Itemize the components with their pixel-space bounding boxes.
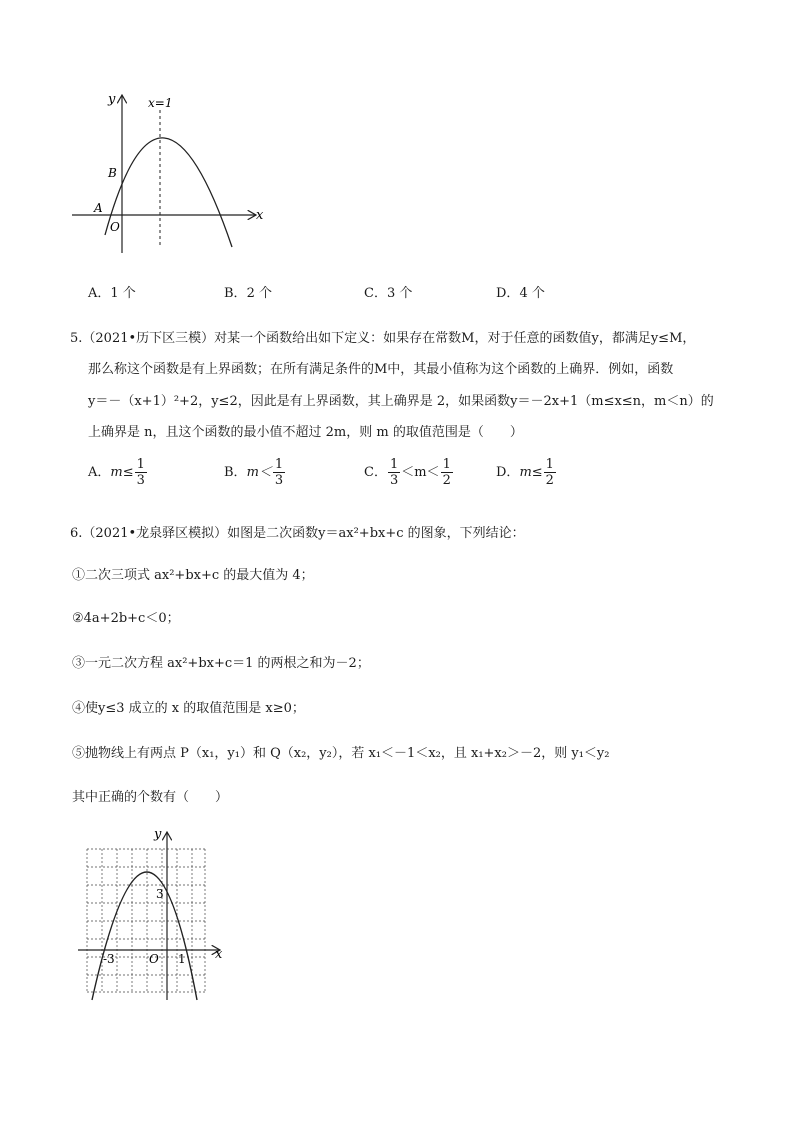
parabola-graph-2 <box>70 822 230 1007</box>
q5-option-b[interactable]: B．m＜ $\frac{1}{3}$ <box>224 457 284 488</box>
tick-label-3: 3 <box>156 887 164 901</box>
q6-item-2: ②4a+2b+c＜0； <box>72 611 180 626</box>
q5-text-1: 对某一个函数给出如下定义：如果存在常数M，对于任意的函数值y，都满足y≤M， <box>214 331 696 346</box>
q5-line-2: 那么称这个函数是有上界函数；在所有满足条件的M中，其最小值称为这个函数的上确界．例如，函数 <box>88 362 674 377</box>
x-axis-label: x <box>215 947 223 962</box>
origin-label: O <box>110 220 120 234</box>
q4-option-b[interactable]: B．2 个 <box>224 286 272 301</box>
q6-intro: 如图是二次函数y＝ax²+bx+c 的图象，下列结论： <box>227 526 525 541</box>
q5-source: （2021•历下区三模） <box>82 331 215 346</box>
q5-line-3: y＝－（x+1）²+2，y≤2，因此是有上界函数，其上确界是 2，如果函数y＝－2x+1（m≤x≤n，m＜n）的 <box>88 394 714 409</box>
parabola-graph-1 <box>60 85 280 260</box>
q6-item-3: ③一元二次方程 ax²+bx+c＝1 的两根之和为－2； <box>72 656 370 671</box>
x-axis-label: x <box>256 208 264 223</box>
q4-option-d[interactable]: D．4 个 <box>496 286 545 301</box>
q4-option-a[interactable]: A．1 个 <box>88 286 136 301</box>
q6-question: 其中正确的个数有（ ） <box>72 790 229 805</box>
q5-number: 5. <box>70 331 83 346</box>
parabola-curve <box>92 872 197 1000</box>
origin-label: O <box>149 952 159 966</box>
q4-options <box>88 282 688 302</box>
tick-label-neg3: -3 <box>103 952 115 966</box>
y-axis-label: y <box>154 827 162 842</box>
q5-option-c[interactable]: C． $\frac{1}{3}$ ＜m＜ $\frac{1}{2}$ <box>364 457 451 488</box>
tick-label-1: 1 <box>178 952 186 966</box>
q6-line-1 <box>70 522 525 541</box>
point-b-label: B <box>108 166 117 180</box>
symmetry-axis-label: x=1 <box>148 96 173 110</box>
q6-item-4: ④使y≤3 成立的 x 的取值范围是 x≥0； <box>72 701 305 716</box>
q5-line-4: 上确界是 n，且这个函数的最小值不超过 2m，则 m 的取值范围是（ ） <box>88 425 523 440</box>
q5-option-a[interactable]: A．m≤ $\frac{1}{3}$ <box>88 457 145 488</box>
point-a-label: A <box>94 201 103 215</box>
q6-source: （2021•龙泉驿区模拟） <box>82 526 228 541</box>
grid <box>87 849 205 992</box>
q5-line-1 <box>70 327 695 346</box>
q4-option-c[interactable]: C．3 个 <box>364 286 413 301</box>
y-axis-label: y <box>108 92 116 107</box>
q5-options <box>88 458 688 496</box>
q6-item-5: ⑤抛物线上有两点 P（x₁，y₁）和 Q（x₂，y₂），若 x₁＜－1＜x₂，且 x₁+x₂＞－2，则 y₁＜y₂ <box>72 746 610 761</box>
q5-option-d[interactable]: D．m≤ $\frac{1}{2}$ <box>496 457 554 488</box>
q6-number: 6. <box>70 526 83 541</box>
q6-item-1: ①二次三项式 ax²+bx+c 的最大值为 4； <box>72 568 314 583</box>
parabola-curve <box>105 138 232 247</box>
